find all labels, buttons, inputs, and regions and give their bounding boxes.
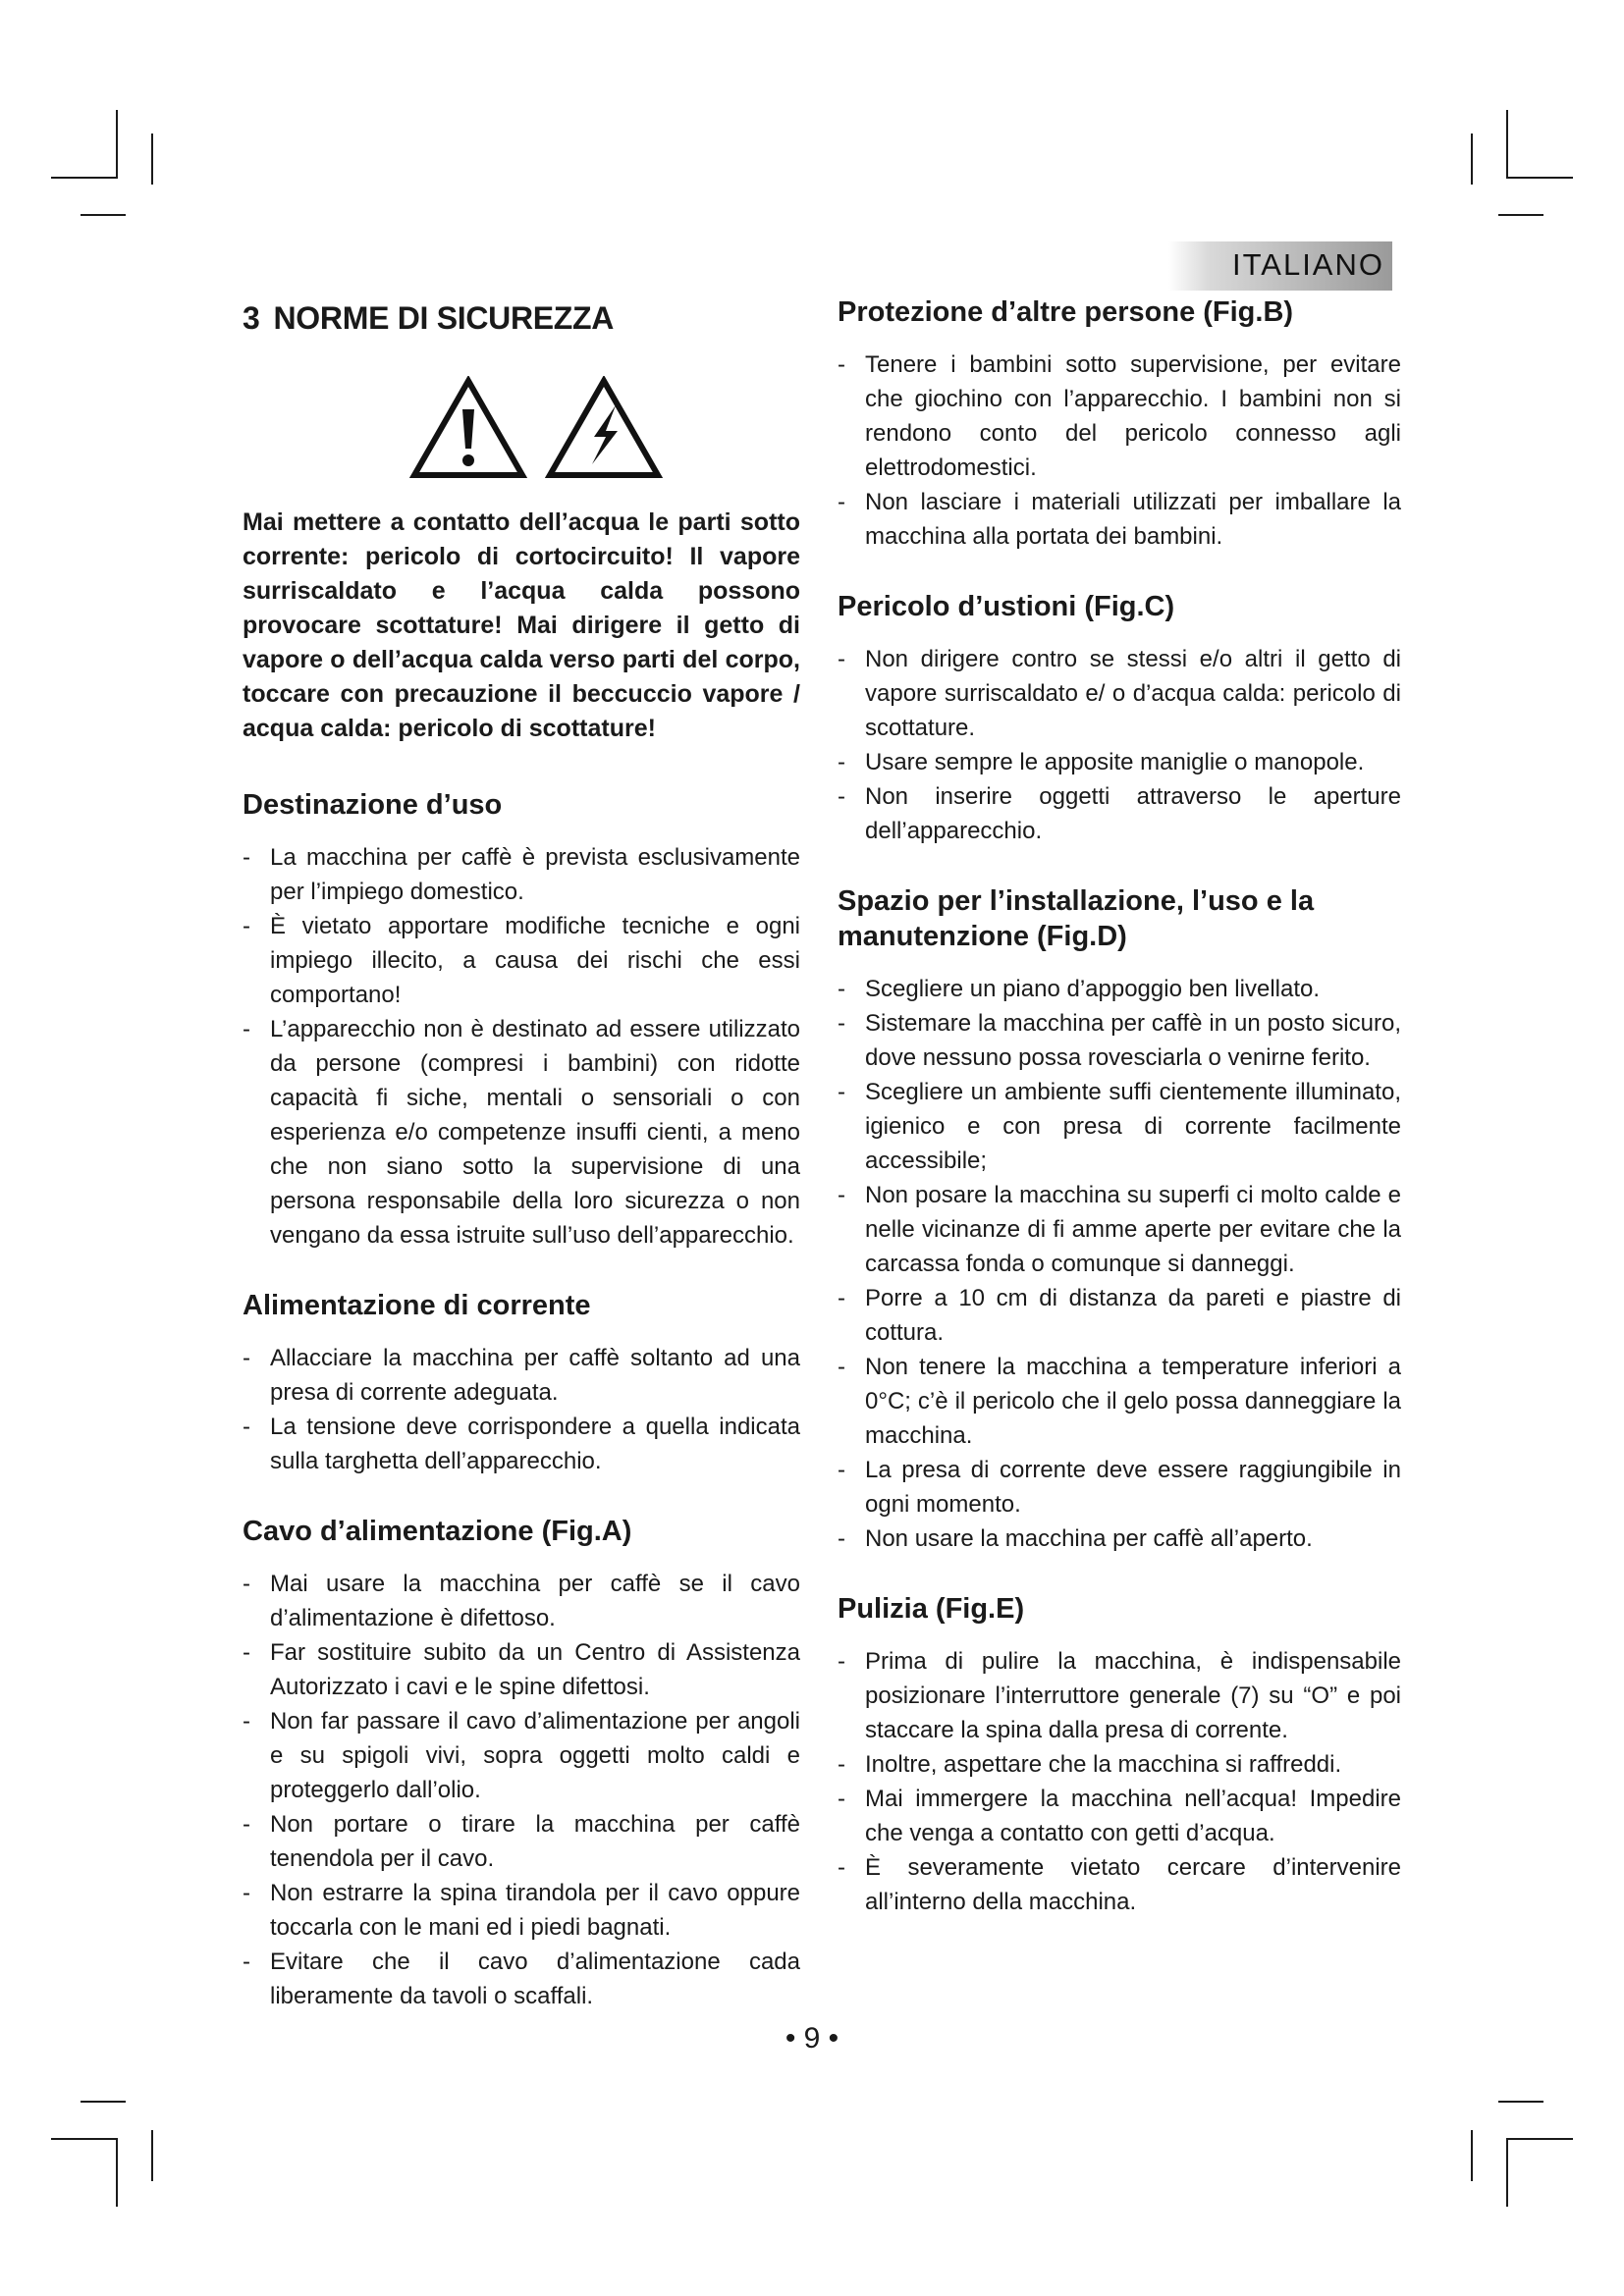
list-item: - Non inserire oggetti attraverso le aperture dell’apparecchio. xyxy=(838,779,1401,848)
list-item: - La presa di corrente deve essere raggiungibile in ogni momento. xyxy=(838,1453,1401,1522)
list-item: - Non portare o tirare la macchina per caffè tenendola per il cavo. xyxy=(243,1807,800,1876)
list-item: - È severamente vietato cercare d’intervenire all’interno della macchina. xyxy=(838,1850,1401,1919)
item-list xyxy=(243,840,800,1253)
list-item: - Non dirigere contro se stessi e/o altri il getto di vapore surriscaldato e/ o d’acqua calda: pericolo di scottature. xyxy=(838,642,1401,745)
section-protezione xyxy=(838,294,1401,554)
section-title: Cavo d’alimentazione (Fig.A) xyxy=(243,1516,632,1547)
language-tab xyxy=(1168,241,1392,291)
chapter-title xyxy=(243,300,800,337)
section-alimentazione xyxy=(243,1288,800,1478)
list-item: - L’apparecchio non è destinato ad essere utilizzato da persone (compresi i bambini) con ridotte capacità fi siche, mentali o sensoriali o con esperienza e/o competenze insuffi cienti, a meno che non siano sotto la supervisione di una persona responsabile della loro sicurezza o non vengano da essa istruite sull’uso dell’apparecchio. xyxy=(243,1012,800,1253)
list-item: - Non tenere la macchina a temperature inferiori a 0°C; c’è il pericolo che il gelo possa danneggiare la macchina. xyxy=(838,1350,1401,1453)
warning-icons xyxy=(272,376,800,480)
list-item: - Tenere i bambini sotto supervisione, per evitare che giochino con l’apparecchio. I bambini non si rendono conto del pericolo connesso agli elettrodomestici. xyxy=(838,347,1401,485)
section-ustioni xyxy=(838,589,1401,848)
list-item: - Scegliere un piano d’appoggio ben livellato. xyxy=(838,972,1401,1006)
section-title: Spazio per l’installazione, l’uso e la manutenzione (Fig.D) xyxy=(838,885,1315,952)
section-spazio xyxy=(838,883,1401,1556)
section-pulizia xyxy=(838,1591,1401,1919)
list-item: - Allacciare la macchina per caffè soltanto ad una presa di corrente adeguata. xyxy=(243,1341,800,1410)
list-item: - Non posare la macchina su superfi ci molto calde e nelle vicinanze di fi amme aperte per evitare che la carcassa fonda o comunque si danneggi. xyxy=(838,1178,1401,1281)
list-item: - Mai immergere la macchina nell’acqua! Impedire che venga a contatto con getti d’acqua. xyxy=(838,1782,1401,1850)
section-title: Pericolo d’ustioni (Fig.C) xyxy=(838,591,1175,622)
item-list xyxy=(838,347,1401,554)
item-list xyxy=(838,642,1401,848)
list-item: - Prima di pulire la macchina, è indispensabile posizionare l’interruttore generale (7) su “O” e poi staccare la spina dalla presa di corrente. xyxy=(838,1644,1401,1747)
list-item: - Non estrarre la spina tirandola per il cavo oppure toccarla con le mani ed i piedi bagnati. xyxy=(243,1876,800,1945)
list-item: - Inoltre, aspettare che la macchina si raffreddi. xyxy=(838,1747,1401,1782)
list-item: - Sistemare la macchina per caffè in un posto sicuro, dove nessuno possa rovesciarla o venirne ferito. xyxy=(838,1006,1401,1075)
language-label: ITALIANO xyxy=(1232,247,1384,282)
section-title: Pulizia (Fig.E) xyxy=(838,1593,1025,1625)
item-list xyxy=(838,1644,1401,1919)
section-title: Protezione d’altre persone (Fig.B) xyxy=(838,296,1294,328)
electrical-hazard-icon xyxy=(545,376,663,480)
right-column xyxy=(838,294,1401,1954)
list-item: - Non far passare il cavo d’alimentazione per angoli e su spigoli vivi, sopra oggetti molto caldi e proteggerlo dall’olio. xyxy=(243,1704,800,1807)
list-item: - Scegliere un ambiente suffi cientemente illuminato, igienico e con presa di corrente facilmente accessibile; xyxy=(838,1075,1401,1178)
section-title: Destinazione d’uso xyxy=(243,789,503,821)
section-title: Alimentazione di corrente xyxy=(243,1290,591,1321)
item-list xyxy=(243,1341,800,1478)
chapter-number: 3 xyxy=(243,300,260,336)
list-item: - Non lasciare i materiali utilizzati per imballare la macchina alla portata dei bambini. xyxy=(838,485,1401,554)
list-item: - Evitare che il cavo d’alimentazione cada liberamente da tavoli o scaffali. xyxy=(243,1945,800,2013)
item-list xyxy=(243,1567,800,2013)
list-item: - È vietato apportare modifiche tecniche e ogni impiego illecito, a causa dei rischi che essi comportano! xyxy=(243,909,800,1012)
chapter-title-text: NORME DI SICUREZZA xyxy=(273,300,615,336)
list-item: - Far sostituire subito da un Centro di Assistenza Autorizzato i cavi e le spine difettosi. xyxy=(243,1635,800,1704)
item-list xyxy=(838,972,1401,1556)
list-item: - Usare sempre le apposite maniglie o manopole. xyxy=(838,745,1401,779)
list-item: - Non usare la macchina per caffè all’aperto. xyxy=(838,1522,1401,1556)
left-column xyxy=(243,294,800,2049)
section-destinazione xyxy=(243,787,800,1253)
warning-exclamation-icon xyxy=(409,376,527,480)
list-item: - Mai usare la macchina per caffè se il cavo d’alimentazione è difettoso. xyxy=(243,1567,800,1635)
safety-warning: Mai mettere a contatto dell’acqua le parti sotto corrente: pericolo di cortocircuito! Il vapore surriscaldato e l’acqua calda possono provocare scottature! Mai dirigere il getto di vapore o dell’acqua calda verso parti del corpo, toccare con precauzione il beccuccio vapore / acqua calda: pericolo di scottature! xyxy=(243,508,800,742)
page-number: • 9 • xyxy=(785,2022,839,2055)
section-cavo xyxy=(243,1514,800,2013)
list-item: - La tensione deve corrispondere a quella indicata sulla targhetta dell’apparecchio. xyxy=(243,1410,800,1478)
list-item: - Porre a 10 cm di distanza da pareti e piastre di cottura. xyxy=(838,1281,1401,1350)
list-item: - La macchina per caffè è prevista esclusivamente per l’impiego domestico. xyxy=(243,840,800,909)
